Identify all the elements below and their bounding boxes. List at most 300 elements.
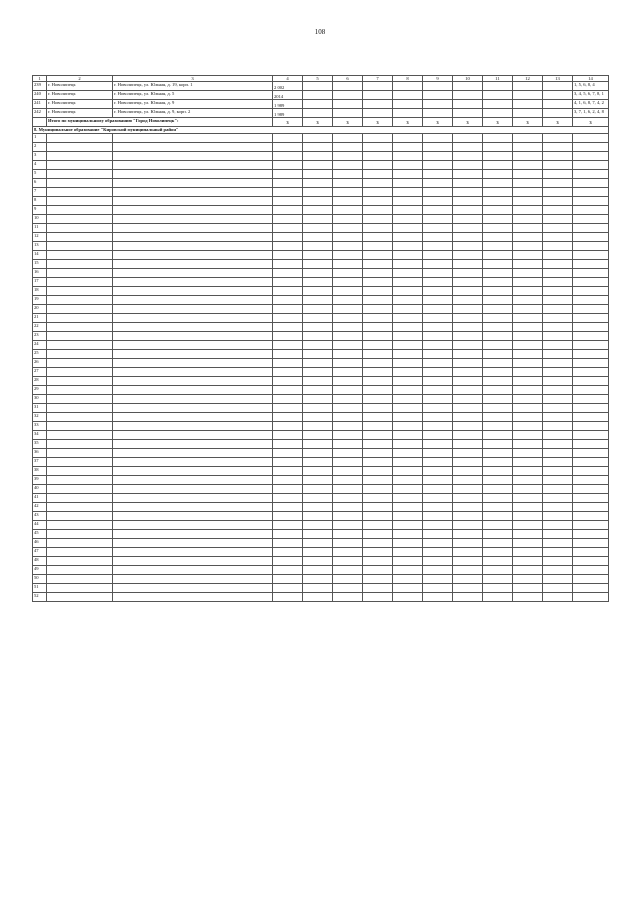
work-mark-cell [543,134,573,143]
address-cell [113,467,273,476]
row-number: 14 [33,251,47,260]
row-number: 44 [33,521,47,530]
work-mark-cell [333,440,363,449]
work-mark-cell [393,100,423,109]
address-cell [113,188,273,197]
work-mark-cell [513,100,543,109]
work-mark-cell [303,431,333,440]
address-cell [113,341,273,350]
subtotal-value: 3 [393,118,423,127]
address-cell [113,458,273,467]
work-mark-cell [513,296,543,305]
work-mark-cell [333,449,363,458]
table-row [33,404,609,413]
work-mark-cell [543,512,573,521]
work-mark-cell [363,593,393,602]
year-cell [273,431,303,440]
row-number: 23 [33,332,47,341]
work-mark-cell [303,539,333,548]
work-mark-cell [513,109,543,118]
work-mark-cell [333,539,363,548]
work-types-cell [573,350,609,359]
work-mark-cell [423,395,453,404]
work-mark-cell [393,458,423,467]
row-number: 11 [33,224,47,233]
table-row [33,395,609,404]
work-mark-cell [363,539,393,548]
row-number: 22 [33,323,47,332]
address-cell [113,278,273,287]
year-cell [273,161,303,170]
work-mark-cell [483,91,513,100]
table-row [33,215,609,224]
year-cell [273,422,303,431]
work-mark-cell [333,521,363,530]
work-mark-cell [333,323,363,332]
address-cell [113,332,273,341]
work-mark-cell [513,557,543,566]
work-mark-cell [453,206,483,215]
year-cell [273,584,303,593]
work-mark-cell [363,476,393,485]
work-mark-cell [363,260,393,269]
work-mark-cell [453,458,483,467]
work-mark-cell [303,404,333,413]
work-mark-cell [483,512,513,521]
year-cell: 2 002 [273,82,303,91]
work-mark-cell [363,557,393,566]
work-mark-cell [453,494,483,503]
work-mark-cell [543,566,573,575]
year-cell [273,467,303,476]
work-mark-cell [393,530,423,539]
work-mark-cell [363,494,393,503]
work-mark-cell [363,440,393,449]
work-mark-cell [333,100,363,109]
settlement-cell [47,386,113,395]
settlement-cell [47,440,113,449]
work-mark-cell [423,548,453,557]
table-row [33,314,609,323]
subtotal-value: 3 [513,118,543,127]
work-mark-cell [393,242,423,251]
work-mark-cell [513,91,543,100]
work-mark-cell [333,458,363,467]
work-mark-cell [483,242,513,251]
table-row [33,305,609,314]
address-cell [113,530,273,539]
work-mark-cell [483,323,513,332]
year-cell [273,494,303,503]
work-mark-cell [393,440,423,449]
work-mark-cell [393,593,423,602]
work-mark-cell [453,143,483,152]
row-number: 35 [33,440,47,449]
work-mark-cell [423,143,453,152]
work-mark-cell [483,109,513,118]
work-mark-cell [423,100,453,109]
work-mark-cell [513,449,543,458]
work-mark-cell [303,179,333,188]
table-row [33,350,609,359]
work-mark-cell [483,359,513,368]
work-mark-cell [453,584,483,593]
work-mark-cell [393,332,423,341]
work-mark-cell [483,449,513,458]
year-cell [273,449,303,458]
work-mark-cell [333,314,363,323]
work-mark-cell [543,413,573,422]
work-mark-cell [333,404,363,413]
address-cell: г. Новолипецк, ул. Южная, д. 19, корп. 1 [113,82,273,91]
work-mark-cell [363,179,393,188]
work-mark-cell [303,494,333,503]
column-header: 4 [273,76,303,82]
work-mark-cell [363,109,393,118]
row-number: 32 [33,413,47,422]
work-mark-cell [453,91,483,100]
year-cell [273,215,303,224]
address-cell [113,260,273,269]
work-mark-cell [483,404,513,413]
work-mark-cell [513,134,543,143]
work-mark-cell [543,557,573,566]
row-number: 16 [33,269,47,278]
work-mark-cell [453,161,483,170]
work-mark-cell [483,350,513,359]
work-mark-cell [393,170,423,179]
table-row [33,278,609,287]
table-row [33,100,609,109]
work-mark-cell [513,386,543,395]
work-mark-cell [393,233,423,242]
settlement-cell [47,233,113,242]
work-mark-cell [423,350,453,359]
work-mark-cell [423,82,453,91]
address-cell [113,557,273,566]
work-types-cell [573,566,609,575]
work-mark-cell [423,296,453,305]
address-cell: г. Новолипецк, ул. Южная, д. 5 [113,91,273,100]
work-mark-cell [363,395,393,404]
settlement-cell [47,215,113,224]
work-mark-cell [303,242,333,251]
work-mark-cell [423,368,453,377]
row-number: 5 [33,170,47,179]
table-row [33,323,609,332]
work-mark-cell [423,359,453,368]
work-mark-cell [393,467,423,476]
settlement-cell [47,404,113,413]
settlement-cell [47,449,113,458]
work-mark-cell [333,485,363,494]
work-types-cell: 1, 5, 6, 8, 4 [573,82,609,91]
work-mark-cell [483,233,513,242]
work-mark-cell [543,467,573,476]
address-cell [113,539,273,548]
work-mark-cell [453,566,483,575]
work-mark-cell [303,170,333,179]
settlement-cell [47,422,113,431]
settlement-cell [47,143,113,152]
work-mark-cell [333,82,363,91]
work-mark-cell [483,269,513,278]
work-mark-cell [393,395,423,404]
work-mark-cell [333,566,363,575]
work-mark-cell [393,584,423,593]
settlement-cell: г. Новолипецк [47,109,113,118]
table-row [33,368,609,377]
work-mark-cell [393,143,423,152]
work-mark-cell [393,503,423,512]
housing-register-table [32,75,609,602]
work-mark-cell [513,287,543,296]
work-mark-cell [333,152,363,161]
work-mark-cell [363,521,393,530]
work-mark-cell [543,476,573,485]
work-mark-cell [543,197,573,206]
year-cell [273,179,303,188]
work-mark-cell [543,368,573,377]
work-mark-cell [363,566,393,575]
year-cell [273,539,303,548]
table-row [33,413,609,422]
work-mark-cell [303,269,333,278]
work-mark-cell [483,557,513,566]
work-mark-cell [363,100,393,109]
settlement-cell [47,521,113,530]
work-mark-cell [303,557,333,566]
work-mark-cell [363,341,393,350]
work-mark-cell [543,359,573,368]
work-mark-cell [483,179,513,188]
row-number: 15 [33,260,47,269]
work-types-cell [573,278,609,287]
work-mark-cell [303,91,333,100]
work-mark-cell [483,161,513,170]
settlement-cell [47,224,113,233]
work-mark-cell [513,260,543,269]
work-mark-cell [303,386,333,395]
work-mark-cell [453,323,483,332]
year-cell [273,260,303,269]
work-mark-cell [393,215,423,224]
work-mark-cell [333,296,363,305]
work-mark-cell [393,278,423,287]
work-mark-cell [453,314,483,323]
work-types-cell [573,503,609,512]
work-mark-cell [483,422,513,431]
work-mark-cell [483,215,513,224]
work-mark-cell [423,458,453,467]
year-cell [273,476,303,485]
row-number: 24 [33,341,47,350]
work-mark-cell [513,269,543,278]
work-mark-cell [393,260,423,269]
work-types-cell [573,314,609,323]
row-number: 48 [33,557,47,566]
work-types-cell [573,152,609,161]
work-mark-cell [483,332,513,341]
work-mark-cell [393,476,423,485]
work-mark-cell [543,233,573,242]
row-number: 26 [33,359,47,368]
work-mark-cell [303,260,333,269]
work-mark-cell [303,188,333,197]
work-mark-cell [513,548,543,557]
work-mark-cell [513,305,543,314]
work-mark-cell [393,188,423,197]
address-cell [113,521,273,530]
work-mark-cell [543,287,573,296]
table-row [33,521,609,530]
work-mark-cell [363,458,393,467]
row-number: 241 [33,100,47,109]
row-number: 34 [33,431,47,440]
row-number: 45 [33,530,47,539]
work-mark-cell [303,458,333,467]
work-mark-cell [453,242,483,251]
work-mark-cell [393,82,423,91]
work-mark-cell [513,188,543,197]
column-header: 6 [333,76,363,82]
work-mark-cell [513,233,543,242]
address-cell [113,161,273,170]
work-types-cell [573,512,609,521]
table-row [33,143,609,152]
work-mark-cell [363,206,393,215]
work-mark-cell [513,242,543,251]
work-mark-cell [303,143,333,152]
settlement-cell [47,197,113,206]
work-mark-cell [483,566,513,575]
subtotal-value: 3 [303,118,333,127]
address-cell [113,512,273,521]
work-mark-cell [333,368,363,377]
work-mark-cell [363,377,393,386]
table-row [33,296,609,305]
work-mark-cell [423,512,453,521]
work-mark-cell [363,530,393,539]
work-mark-cell [423,251,453,260]
work-mark-cell [453,134,483,143]
work-mark-cell [483,206,513,215]
work-mark-cell [453,431,483,440]
work-mark-cell [333,242,363,251]
work-mark-cell [453,476,483,485]
work-mark-cell [393,350,423,359]
work-types-cell [573,548,609,557]
work-mark-cell [363,197,393,206]
settlement-cell [47,296,113,305]
row-number: 7 [33,188,47,197]
work-mark-cell [513,323,543,332]
column-header: 3 [113,76,273,82]
row-number: 20 [33,305,47,314]
work-mark-cell [543,503,573,512]
work-mark-cell [333,512,363,521]
work-mark-cell [543,521,573,530]
work-mark-cell [453,170,483,179]
work-types-cell [573,233,609,242]
work-mark-cell [483,251,513,260]
address-cell [113,233,273,242]
work-mark-cell [363,548,393,557]
address-cell [113,449,273,458]
work-mark-cell [513,206,543,215]
work-mark-cell [423,539,453,548]
row-number: 2 [33,143,47,152]
table-row [33,512,609,521]
address-cell [113,179,273,188]
address-cell [113,440,273,449]
settlement-cell [47,152,113,161]
year-cell: 2014 [273,91,303,100]
work-mark-cell [423,431,453,440]
work-mark-cell [393,512,423,521]
work-types-cell [573,395,609,404]
work-types-cell [573,161,609,170]
settlement-cell [47,368,113,377]
work-mark-cell [543,341,573,350]
work-mark-cell [513,593,543,602]
work-mark-cell [483,260,513,269]
work-types-cell [573,332,609,341]
work-mark-cell [483,368,513,377]
work-mark-cell [423,575,453,584]
settlement-cell [47,377,113,386]
row-number: 49 [33,566,47,575]
row-number: 43 [33,512,47,521]
settlement-cell [47,206,113,215]
work-mark-cell [513,485,543,494]
year-cell [273,251,303,260]
settlement-cell [47,494,113,503]
year-cell [273,152,303,161]
work-mark-cell [393,134,423,143]
work-mark-cell [363,188,393,197]
settlement-cell [47,566,113,575]
work-mark-cell [423,593,453,602]
work-mark-cell [303,341,333,350]
table-row [33,359,609,368]
work-mark-cell [423,341,453,350]
settlement-cell [47,476,113,485]
row-number: 39 [33,476,47,485]
work-mark-cell [333,143,363,152]
work-mark-cell [483,458,513,467]
work-types-cell [573,179,609,188]
work-types-cell [573,359,609,368]
settlement-cell [47,395,113,404]
work-mark-cell [543,485,573,494]
work-mark-cell [303,467,333,476]
work-types-cell [573,188,609,197]
row-number: 1 [33,134,47,143]
work-mark-cell [453,386,483,395]
work-mark-cell [543,305,573,314]
address-cell [113,413,273,422]
work-mark-cell [513,458,543,467]
work-mark-cell [453,404,483,413]
work-mark-cell [363,512,393,521]
table-row [33,575,609,584]
row-number: 51 [33,584,47,593]
work-mark-cell [453,100,483,109]
year-cell: 1 989 [273,109,303,118]
table-row [33,557,609,566]
year-cell [273,512,303,521]
